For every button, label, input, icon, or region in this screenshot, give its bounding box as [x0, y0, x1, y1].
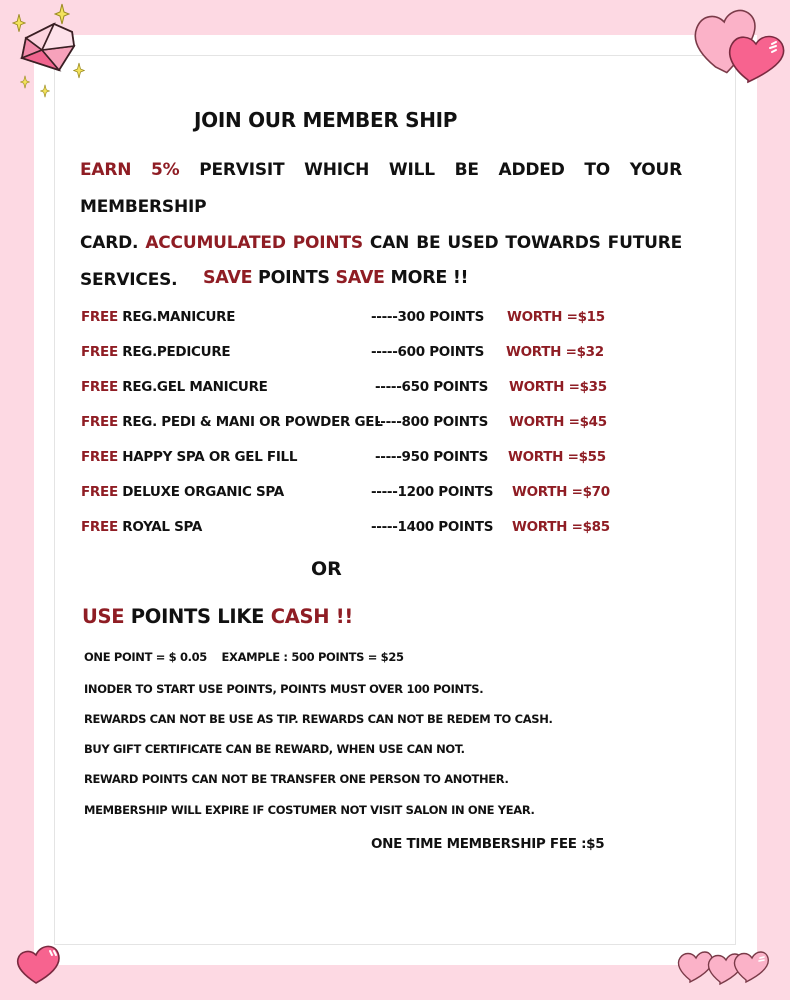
rule-item: INODER TO START USE POINTS, POINTS MUST OVER 100 POINTS.: [84, 682, 484, 696]
rule-item: ONE POINT = $ 0.05 EXAMPLE : 500 POINTS = $25: [84, 650, 404, 664]
intro-line-3: SERVICES.: [80, 269, 178, 290]
reward-worth: WORTH =$70: [512, 484, 610, 500]
heading-accent: CASH !!: [270, 605, 353, 628]
reward-worth: WORTH =$32: [506, 344, 604, 360]
rule-item: REWARD POINTS CAN NOT BE TRANSFER ONE PERSON TO ANOTHER.: [84, 772, 509, 786]
earn-rate: EARN 5%: [80, 160, 180, 180]
heading-accent: USE: [82, 605, 125, 628]
rule-item: REWARDS CAN NOT BE USE AS TIP. REWARDS CAN NOT BE REDEM TO CASH.: [84, 712, 553, 726]
reward-name: [81, 449, 297, 465]
free-label: FREE: [81, 484, 118, 500]
reward-worth: WORTH =$45: [509, 414, 607, 430]
intro-line-2: [80, 225, 682, 262]
membership-fee: ONE TIME MEMBERSHIP FEE :$5: [371, 836, 605, 852]
reward-points: -----1400 POINTS: [371, 519, 494, 535]
double-heart-icon: [690, 4, 790, 86]
reward-name: [81, 344, 230, 360]
reward-points: -----300 POINTS: [371, 309, 485, 325]
reward-service: REG. PEDI & MANI OR POWDER GEL: [122, 414, 383, 430]
rule-item: MEMBERSHIP WILL EXPIRE IF COSTUMER NOT VISIT SALON IN ONE YEAR.: [84, 803, 535, 817]
reward-worth: WORTH =$15: [507, 309, 605, 325]
intro-text: PERVISIT WHICH WILL BE ADDED TO YOUR MEMBERSHIP: [80, 160, 682, 217]
reward-service: REG.PEDICURE: [122, 344, 231, 360]
triple-heart-icon: [676, 946, 770, 986]
free-label: FREE: [81, 309, 118, 325]
free-label: FREE: [81, 414, 118, 430]
reward-worth: WORTH =$85: [512, 519, 610, 535]
intro-text: CARD.: [80, 233, 146, 253]
reward-service: HAPPY SPA OR GEL FILL: [122, 449, 298, 465]
reward-points: -----950 POINTS: [375, 449, 489, 465]
reward-name: [81, 519, 202, 535]
heading-text: POINTS: [252, 268, 336, 288]
rule-item: BUY GIFT CERTIFICATE CAN BE REWARD, WHEN USE CAN NOT.: [84, 742, 465, 756]
reward-service: REG.GEL MANICURE: [122, 379, 268, 395]
reward-points: -----1200 POINTS: [371, 484, 494, 500]
reward-service: REG.MANICURE: [122, 309, 236, 325]
intro-text: CAN BE USED TOWARDS FUTURE: [362, 233, 682, 253]
accumulated-points: ACCUMULATED POINTS: [145, 233, 363, 253]
use-points-heading: [82, 605, 353, 628]
page-title: JOIN OUR MEMBER SHIP: [194, 108, 458, 132]
sparkle-icon: [40, 84, 50, 98]
sparkle-icon: [73, 62, 85, 79]
heading-text: POINTS LIKE: [124, 605, 271, 628]
free-label: FREE: [81, 519, 118, 535]
reward-name: [81, 414, 383, 430]
reward-points: -----600 POINTS: [371, 344, 485, 360]
reward-service: ROYAL SPA: [122, 519, 203, 535]
free-label: FREE: [81, 449, 118, 465]
reward-worth: WORTH =$35: [509, 379, 607, 395]
heading-accent: SAVE: [203, 268, 253, 288]
sparkle-icon: [54, 3, 70, 25]
reward-name: [81, 309, 235, 325]
reward-worth: WORTH =$55: [508, 449, 606, 465]
reward-points: -----800 POINTS: [375, 414, 489, 430]
heading-accent: SAVE: [335, 268, 385, 288]
free-label: FREE: [81, 379, 118, 395]
intro-line-1: [80, 152, 682, 225]
reward-name: [81, 379, 268, 395]
save-points-heading: [203, 268, 468, 288]
sparkle-icon: [20, 75, 30, 89]
heart-icon: [14, 941, 64, 987]
reward-service: DELUXE ORGANIC SPA: [122, 484, 284, 500]
reward-points: -----650 POINTS: [375, 379, 489, 395]
reward-name: [81, 484, 284, 500]
sparkle-icon: [12, 13, 26, 33]
heading-text: MORE !!: [384, 268, 469, 288]
free-label: FREE: [81, 344, 118, 360]
or-divider: OR: [311, 558, 342, 580]
